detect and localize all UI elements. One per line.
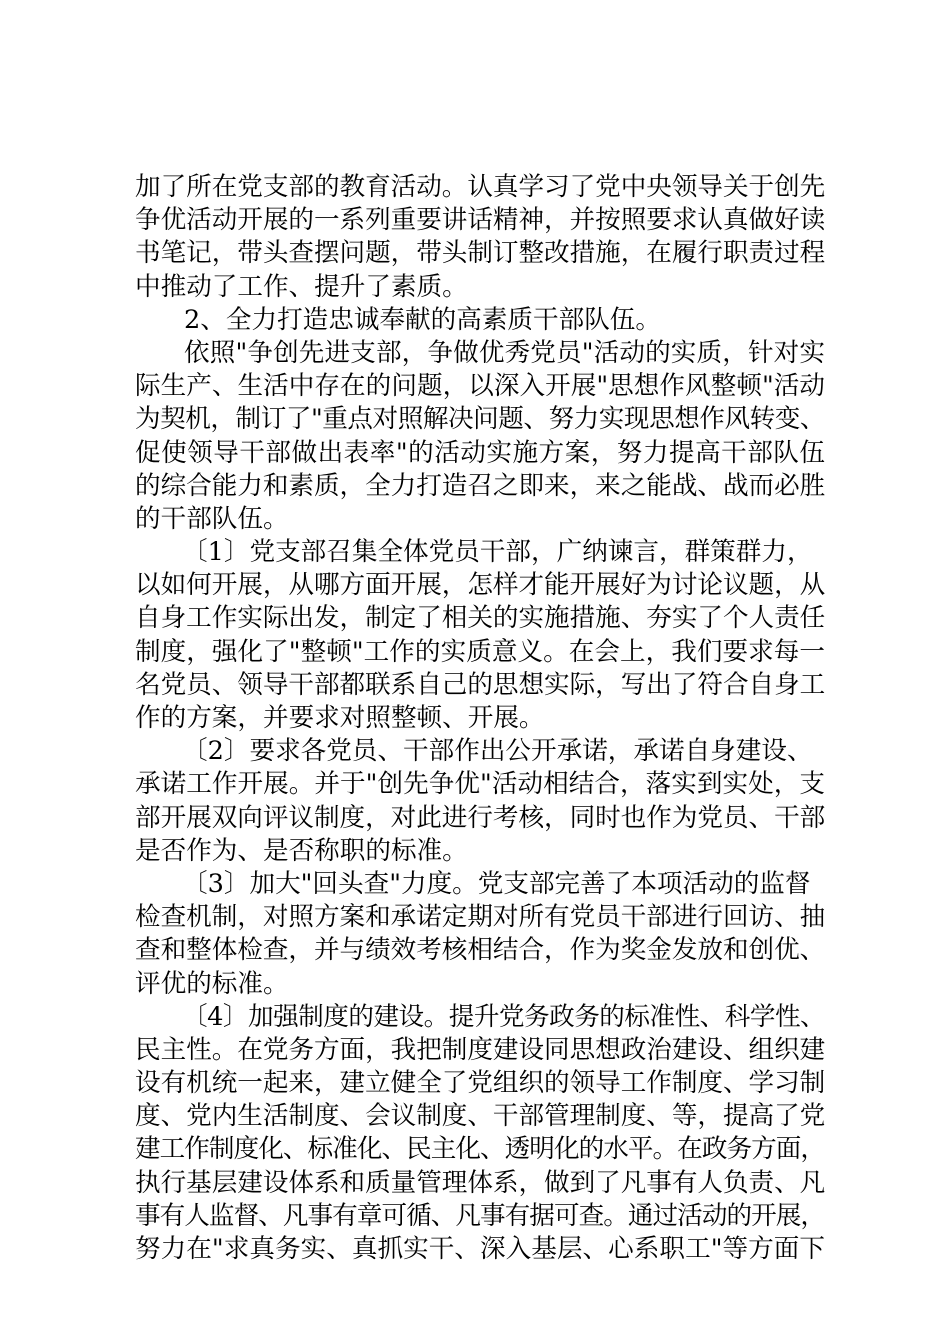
text-line: 依照"争创先进支部，争做优秀党员"活动的实质，针对实 xyxy=(184,337,825,368)
text-line: 〔2〕要求各党员、干部作出公开承诺，承诺自身建设、 xyxy=(182,736,813,767)
text-line: 查和整体检查，并与绩效考核相结合，作为奖金发放和创优、 xyxy=(135,935,825,966)
document-body xyxy=(135,171,825,1266)
text-line: 建工作制度化、标准化、民主化、透明化的水平。在政务方面， xyxy=(135,1134,825,1165)
text-line: 名党员、领导干部都联系自己的思想实际，写出了符合自身工 xyxy=(135,669,825,700)
text-line: 制度，强化了"整顿"工作的实质意义。在会上，我们要求每一 xyxy=(135,636,825,667)
text-line: 承诺工作开展。并于"创先争优"活动相结合，落实到实处，支 xyxy=(135,769,825,800)
text-line: 争优活动开展的一系列重要讲话精神，并按照要求认真做好读 xyxy=(135,205,825,236)
text-line: 部开展双向评议制度，对此进行考核，同时也作为党员、干部 xyxy=(135,802,825,833)
text-line: 事有人监督、凡事有章可循、凡事有据可查。通过活动的开展， xyxy=(135,1200,825,1231)
text-line: 加了所在党支部的教育活动。认真学习了党中央领导关于创先 xyxy=(135,172,825,202)
text-line: 书笔记，带头查摆问题，带头制订整改措施，在履行职责过程 xyxy=(135,238,825,269)
text-line: 作的方案，并要求对照整顿、开展。 xyxy=(135,703,545,733)
text-line: 以如何开展，从哪方面开展，怎样才能开展好为讨论议题，从 xyxy=(135,570,825,601)
text-line: 的干部队伍。 xyxy=(135,503,289,534)
text-line: 〔1〕党支部召集全体党员干部，广纳谏言，群策群力， xyxy=(182,537,813,568)
text-line: 执行基层建设体系和质量管理体系，做到了凡事有人负责、凡 xyxy=(135,1167,825,1198)
text-line: 促使领导干部做出表率"的活动实施方案，努力提高干部队伍 xyxy=(135,437,825,468)
text-line: 是否作为、是否称职的标准。 xyxy=(135,835,468,866)
text-line: 中推动了工作、提升了素质。 xyxy=(135,271,468,302)
text-line: 评优的标准。 xyxy=(135,968,289,999)
text-line: 际生产、生活中存在的问题，以深入开展"思想作风整顿"活动 xyxy=(135,371,825,402)
text-line: 设有机统一起来，建立健全了党组织的领导工作制度、学习制 xyxy=(135,1068,825,1099)
text-line: 〔3〕加大"回头查"力度。党支部完善了本项活动的监督 xyxy=(182,868,811,899)
text-line: 检查机制，对照方案和承诺定期对所有党员干部进行回访、抽 xyxy=(135,902,825,933)
text-line: 为契机，制订了"重点对照解决问题、努力实现思想作风转变、 xyxy=(135,404,825,435)
text-line: 度、党内生活制度、会议制度、干部管理制度、等，提高了党 xyxy=(135,1101,825,1132)
text-line: 民主性。在党务方面，我把制度建设同思想政治建设、组织建 xyxy=(135,1034,825,1065)
text-line: 自身工作实际出发，制定了相关的实施措施、夯实了个人责任 xyxy=(135,603,825,634)
text-line: 努力在"求真务实、真抓实干、深入基层、心系职工"等方面下 xyxy=(135,1234,825,1264)
section-heading: 2、全力打造忠诚奉献的高素质干部队伍。 xyxy=(184,304,661,335)
text-line: 〔4〕加强制度的建设。提升党务政务的标准性、科学性、 xyxy=(182,1001,826,1032)
text-line: 的综合能力和素质，全力打造召之即来，来之能战、战而必胜 xyxy=(135,470,825,501)
